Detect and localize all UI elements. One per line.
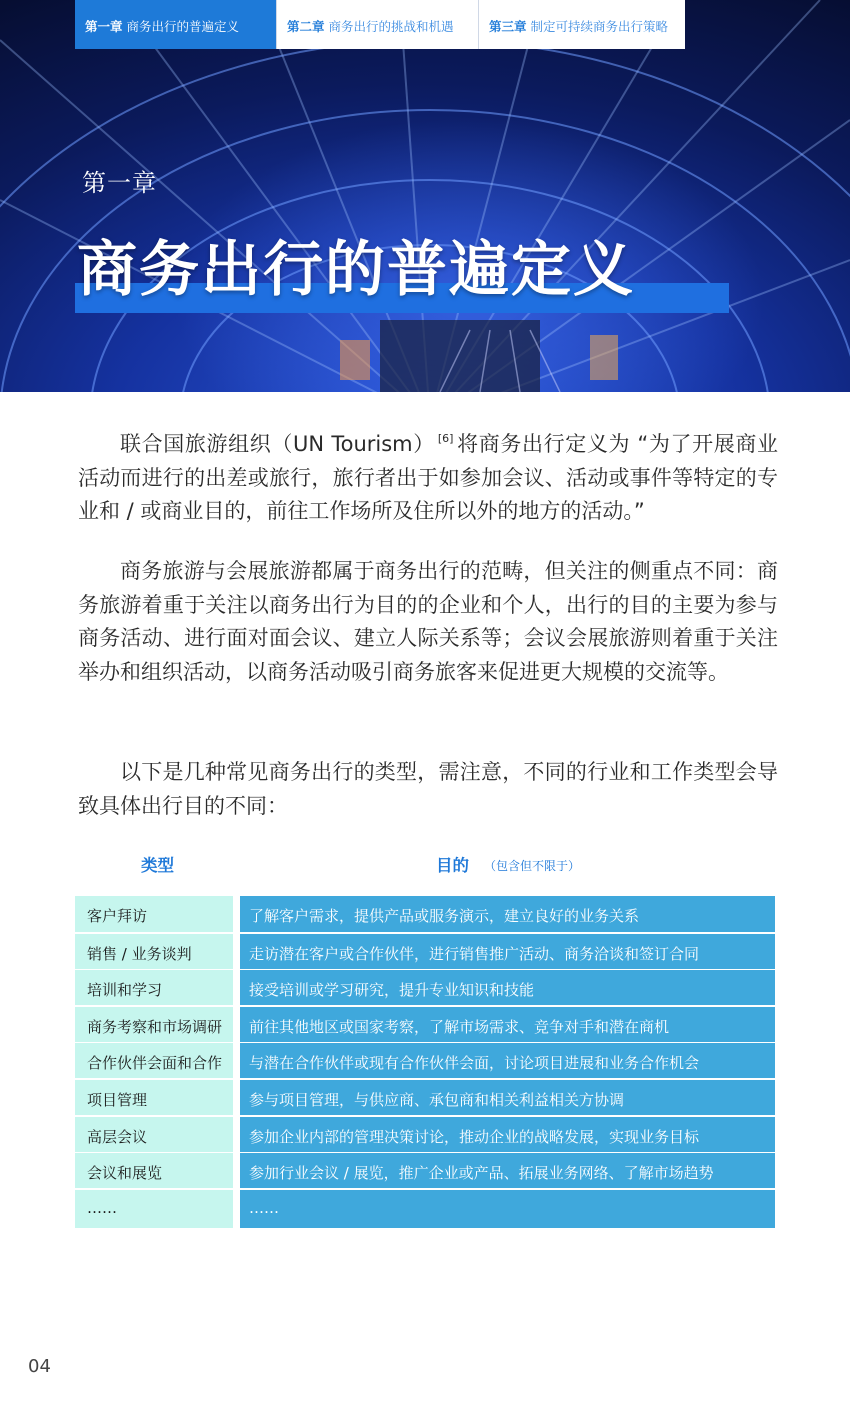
table-row [75,1116,775,1152]
table-row [75,1189,775,1225]
tab-chapter-3[interactable] [479,0,685,49]
table-row [75,1079,775,1115]
chapter-tabs [75,0,685,49]
tab-chapter-3-label: 制定可持续商务出行策略 [530,19,669,34]
table-header-note: （包含但不限于） [484,859,581,873]
type-cell: 培训和学习 [75,969,233,1005]
chapter-label: 第一章 [82,169,157,197]
type-cell: 合作伙伴会面和合作 [75,1042,233,1078]
paragraph-definition-part2: 将商务出行定义为 “为了开展商业活动而进行的出差或旅行，旅行者出于如参加会议、活动或事件等特定的专业和 / 或商业目的，前往工作场所及住所以外的地方的活动。” [78,432,778,523]
table-row [75,896,775,932]
type-cell: 会议和展览 [75,1152,233,1188]
footnote-reference: [6] [437,432,454,445]
type-cell: 项目管理 [75,1079,233,1115]
purpose-cell: 了解客户需求，提供产品或服务演示，建立良好的业务关系 [240,896,775,932]
tab-chapter-2-label: 商务出行的挑战和机遇 [328,19,454,34]
table-header-purpose: 目的 [436,856,469,875]
tab-chapter-2-number: 第二章 [287,19,325,34]
table-row [75,1152,775,1188]
page-number: 04 [28,1356,51,1377]
purpose-cell: 与潜在合作伙伴或现有合作伙伴会面，讨论项目进展和业务合作机会 [240,1042,775,1078]
tab-chapter-2[interactable] [277,0,479,49]
table-row [75,969,775,1005]
purpose-cell: …… [240,1189,775,1228]
type-cell: …… [75,1189,233,1228]
purpose-cell: 参加行业会议 / 展览，推广企业或产品、拓展业务网络、了解市场趋势 [240,1152,775,1188]
paragraph-definition [78,422,778,529]
chapter-hero-banner [0,0,850,392]
purpose-cell: 参与项目管理，与供应商、承包商和相关利益相关方协调 [240,1079,775,1115]
table-header-type: 类型 [141,856,174,875]
type-cell: 客户拜访 [75,896,233,932]
purpose-cell: 接受培训或学习研究，提升专业知识和技能 [240,969,775,1005]
type-cell: 商务考察和市场调研 [75,1006,233,1042]
tab-chapter-1-label: 商务出行的普遍定义 [126,19,240,34]
type-cell: 销售 / 业务谈判 [75,933,233,969]
table-row [75,1042,775,1078]
purpose-cell: 参加企业内部的管理决策讨论，推动企业的战略发展，实现业务目标 [240,1116,775,1152]
paragraph-types-intro: 以下是几种常见商务出行的类型，需注意，不同的行业和工作类型会导致具体出行目的不同： [78,760,778,818]
purpose-cell: 前往其他地区或国家考察，了解市场需求、竞争对手和潜在商机 [240,1006,775,1042]
table-row [75,933,775,969]
tab-chapter-1[interactable] [75,0,277,49]
purpose-cell: 走访潜在客户或合作伙伴，进行销售推广活动、商务洽谈和签订合同 [240,933,775,969]
chapter-title: 商务出行的普遍定义 [77,235,635,305]
tab-chapter-3-number: 第三章 [489,19,527,34]
tab-chapter-1-number: 第一章 [85,19,123,34]
table-row [75,1006,775,1042]
type-cell: 高层会议 [75,1116,233,1152]
paragraph-definition-part1: 联合国旅游组织（UN Tourism） [120,432,435,456]
paragraph-categories: 商务旅游与会展旅游都属于商务出行的范畴，但关注的侧重点不同：商务旅游着重于关注以商务出行为目的的企业和个人，出行的目的主要为参与商务活动、进行面对面会议、建立人际关系等；会议会展旅游则着重于关注举办和组织活动，以商务活动吸引商务旅客来促进更大规模的交流等。 [78,559,778,684]
